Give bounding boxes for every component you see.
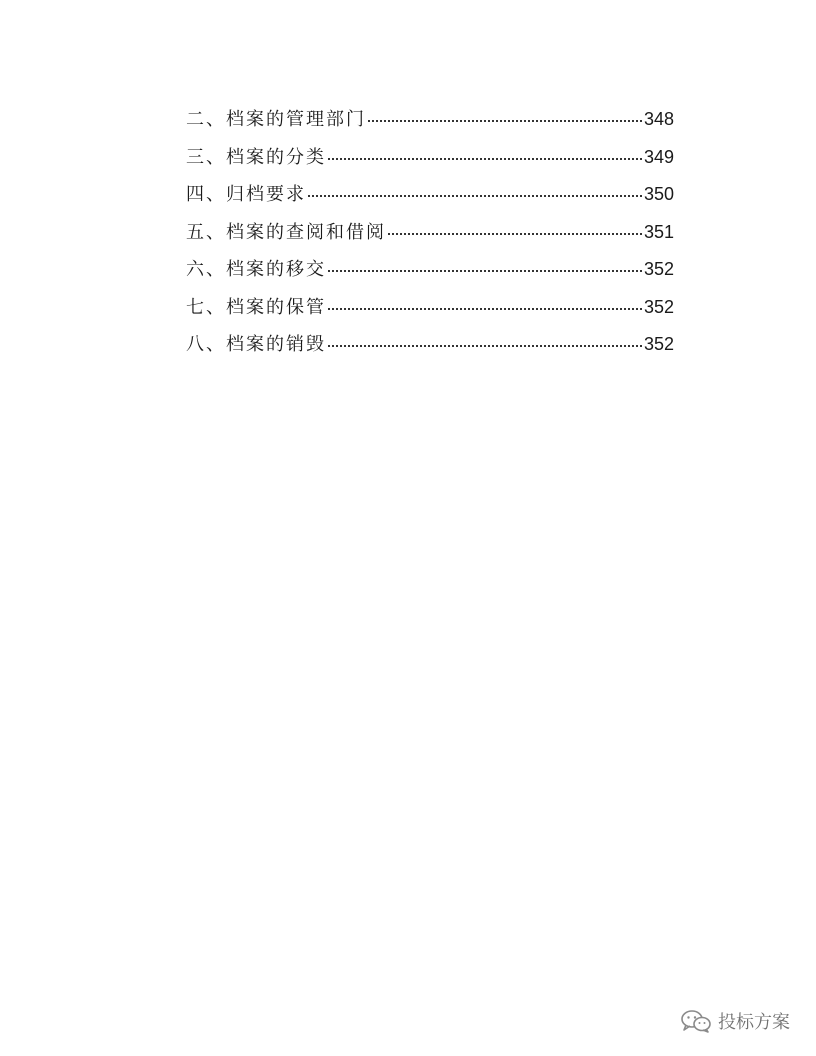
toc-entry-page: 352 — [643, 259, 674, 279]
toc-entry[interactable] — [186, 293, 674, 331]
dot-leader — [328, 158, 642, 160]
table-of-contents — [186, 105, 674, 368]
toc-entry-title: 四、归档要求 — [186, 184, 306, 205]
toc-entry[interactable] — [186, 180, 674, 218]
toc-entry-title: 六、档案的移交 — [186, 259, 326, 280]
dot-leader — [388, 233, 642, 235]
toc-entry-title: 五、档案的查阅和借阅 — [186, 221, 386, 243]
toc-entry-page: 351 — [643, 221, 674, 242]
toc-entry[interactable] — [186, 330, 674, 368]
wechat-icon — [680, 1009, 712, 1033]
toc-entry[interactable] — [186, 143, 674, 181]
toc-entry-page: 348 — [643, 109, 674, 129]
dot-leader — [368, 120, 642, 122]
dot-leader — [328, 345, 642, 347]
toc-entry-title: 七、档案的保管 — [186, 296, 326, 318]
watermark-text: 投标方案 — [718, 1012, 790, 1033]
toc-entry-title: 三、档案的分类 — [186, 146, 326, 168]
toc-entry-page: 352 — [643, 334, 674, 354]
dot-leader — [308, 195, 642, 197]
dot-leader — [328, 308, 642, 310]
toc-entry[interactable] — [186, 255, 674, 293]
toc-entry[interactable] — [186, 105, 674, 143]
toc-entry-page: 349 — [643, 146, 674, 167]
toc-entry-title: 八、档案的销毁 — [186, 334, 326, 355]
toc-entry-title: 二、档案的管理部门 — [186, 109, 366, 130]
toc-entry-page: 352 — [643, 296, 674, 317]
dot-leader — [328, 270, 642, 272]
watermark — [680, 1008, 790, 1034]
toc-entry[interactable] — [186, 218, 674, 256]
toc-entry-page: 350 — [643, 184, 674, 204]
